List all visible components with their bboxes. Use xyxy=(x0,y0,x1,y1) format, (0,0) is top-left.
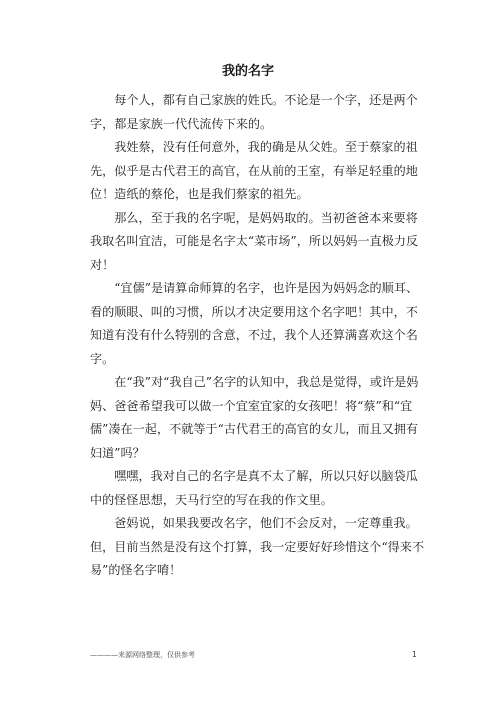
paragraph-1: 每个人，都有自己家族的姓氏。不论是一个字，还是两个字，都是家族一代代流传下来的。 xyxy=(90,93,418,131)
paragraph-3: 那么，至于我的名字呢，是妈妈取的。当初爸爸本来要将我取名叫宜洁，可能是名字太“菜市场”，所以妈妈一直极力反对！ xyxy=(90,210,419,272)
paragraph-2: 我姓蔡，没有任何意外，我的确是从父姓。至于蔡家的祖先，似乎是古代君王的高官，在从前的王室，有举足轻重的地位！造纸的蔡伦，也是我们蔡家的祖先。 xyxy=(90,140,418,201)
paragraph-6: 嘿嘿，我对自己的名字是真不太了解，所以只好以脑袋瓜中的怪怪思想，天马行空的写在我的作文里。 xyxy=(90,469,418,507)
page-number: 1 xyxy=(412,650,417,659)
footer-source-note: ————来源网络整理，仅供参考 xyxy=(90,651,195,659)
article-body xyxy=(90,89,428,583)
paragraph-5: 在“我”对“我自己”名字的认知中，我总是觉得，或许是妈妈、爸爸希望我可以做一个宜室宜家的女孩吧！将“蔡”和“宜儒”凑在一起，不就等于“古代君王的高官的女儿，而且又拥有妇道”吗？ xyxy=(90,375,419,460)
paragraph-7: 爸妈说，如果我要改名字，他们不会反对，一定尊重我。但，目前当然是没有这个打算，我一定要好好珍惜这个“得来不易”的怪名字唷！ xyxy=(90,516,425,577)
paragraph-4: “宜儒”是请算命师算的名字，也许是因为妈妈念的顺耳、看的顺眼、叫的习惯，所以才决定要用这个名字吧！其中，不知道有没有什么特别的含意，不过，我个人还算满喜欢这个名字。 xyxy=(90,281,419,366)
page-title: 我的名字 xyxy=(221,64,274,79)
